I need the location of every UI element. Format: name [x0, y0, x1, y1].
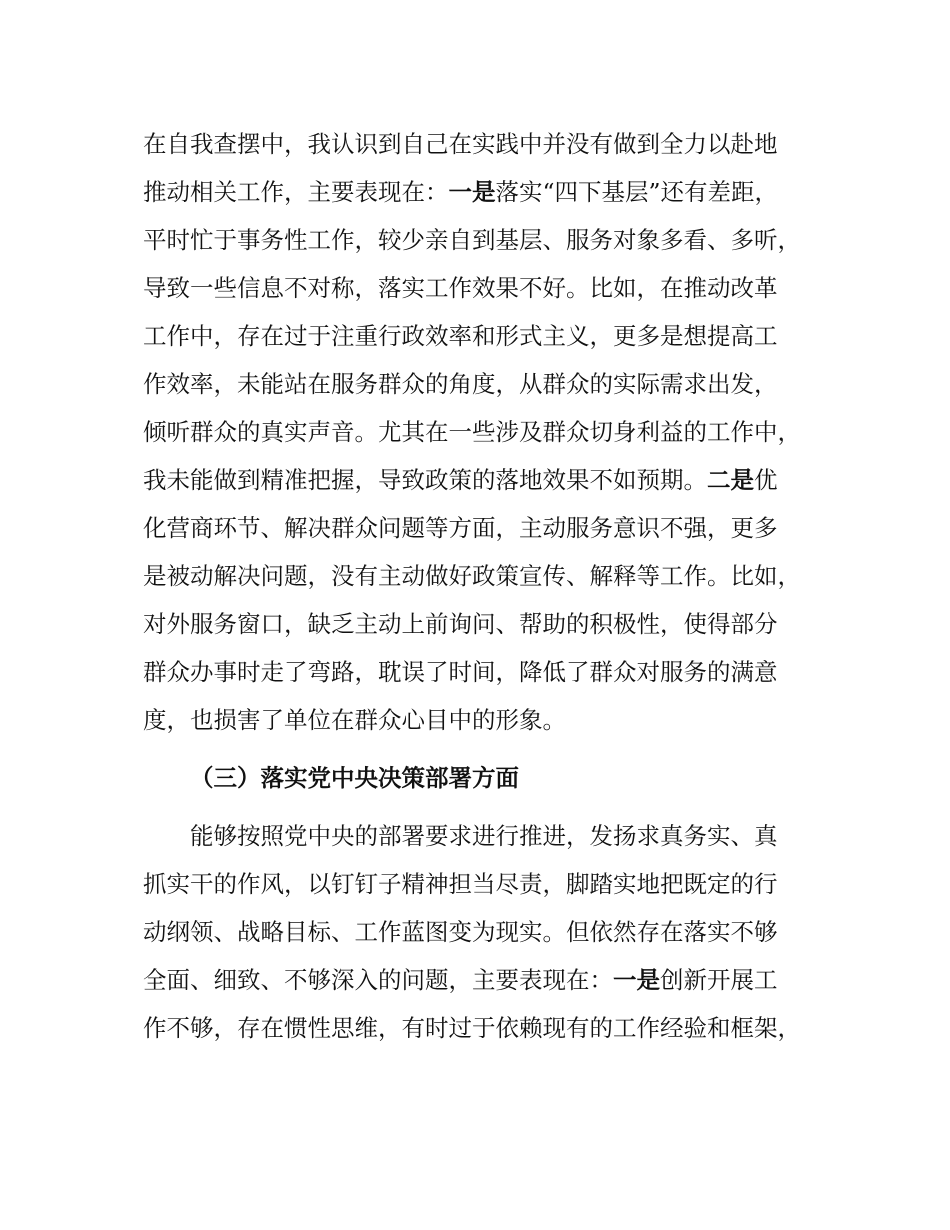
- emphasis-marker: 二是: [707, 466, 754, 494]
- paragraph-line: 平时忙于事务性工作，较少亲自到基层、服务对象多看、多听，: [143, 226, 801, 254]
- paragraph-line: 导致一些信息不对称，落实工作效果不好。比如，在推动改革: [143, 274, 778, 302]
- paragraph-line: 度，也损害了单位在群众心目中的形象。: [143, 706, 566, 734]
- line-text: 我未能做到精准把握，导致政策的落地效果不如预期。: [143, 466, 707, 494]
- paragraph-line: 作效率，未能站在服务群众的角度，从群众的实际需求出发，: [143, 370, 778, 398]
- paragraph-line: [143, 456, 815, 504]
- line-text: 创新开展工: [660, 966, 778, 994]
- line-text: 优: [754, 466, 778, 494]
- paragraph-line: [143, 168, 815, 216]
- paragraph-line: [143, 956, 815, 1004]
- paragraph-line: 倾听群众的真实声音。尤其在一些涉及群众切身利益的工作中，: [143, 418, 801, 446]
- paragraph-line: 作不够，存在惯性思维，有时过于依赖现有的工作经验和框架，: [143, 1014, 801, 1042]
- paragraph-line: 对外服务窗口，缺乏主动上前询问、帮助的积极性，使得部分: [143, 610, 778, 638]
- paragraph-line: 是被动解决问题，没有主动做好政策宣传、解释等工作。比如，: [143, 562, 801, 590]
- paragraph-line: 群众办事时走了弯路，耽误了时间，降低了群众对服务的满意: [143, 658, 778, 686]
- line-text: 全面、细致、不够深入的问题，主要表现在：: [143, 966, 613, 994]
- paragraph-line: 在自我查摆中，我认识到自己在实践中并没有做到全力以赴地: [143, 130, 778, 158]
- paragraph-line: 抓实干的作风，以钉钉子精神担当尽责，脚踏实地把既定的行: [143, 870, 778, 898]
- line-text: 推动相关工作，主要表现在：: [143, 178, 449, 206]
- paragraph-line: 能够按照党中央的部署要求进行推进，发扬求真务实、真: [190, 822, 778, 850]
- paragraph-line: 动纲领、战略目标、工作蓝图变为现实。但依然存在落实不够: [143, 918, 778, 946]
- line-text: 落实“四下基层”还有差距，: [495, 178, 779, 206]
- section-heading: （三）落实党中央决策部署方面: [190, 764, 519, 792]
- emphasis-marker: 一是: [448, 178, 496, 206]
- paragraph-line: 工作中，存在过于注重行政效率和形式主义，更多是想提高工: [143, 322, 778, 350]
- emphasis-marker: 一是: [613, 966, 660, 994]
- paragraph-line: 化营商环节、解决群众问题等方面，主动服务意识不强，更多: [143, 514, 778, 542]
- document-page: [143, 120, 815, 1052]
